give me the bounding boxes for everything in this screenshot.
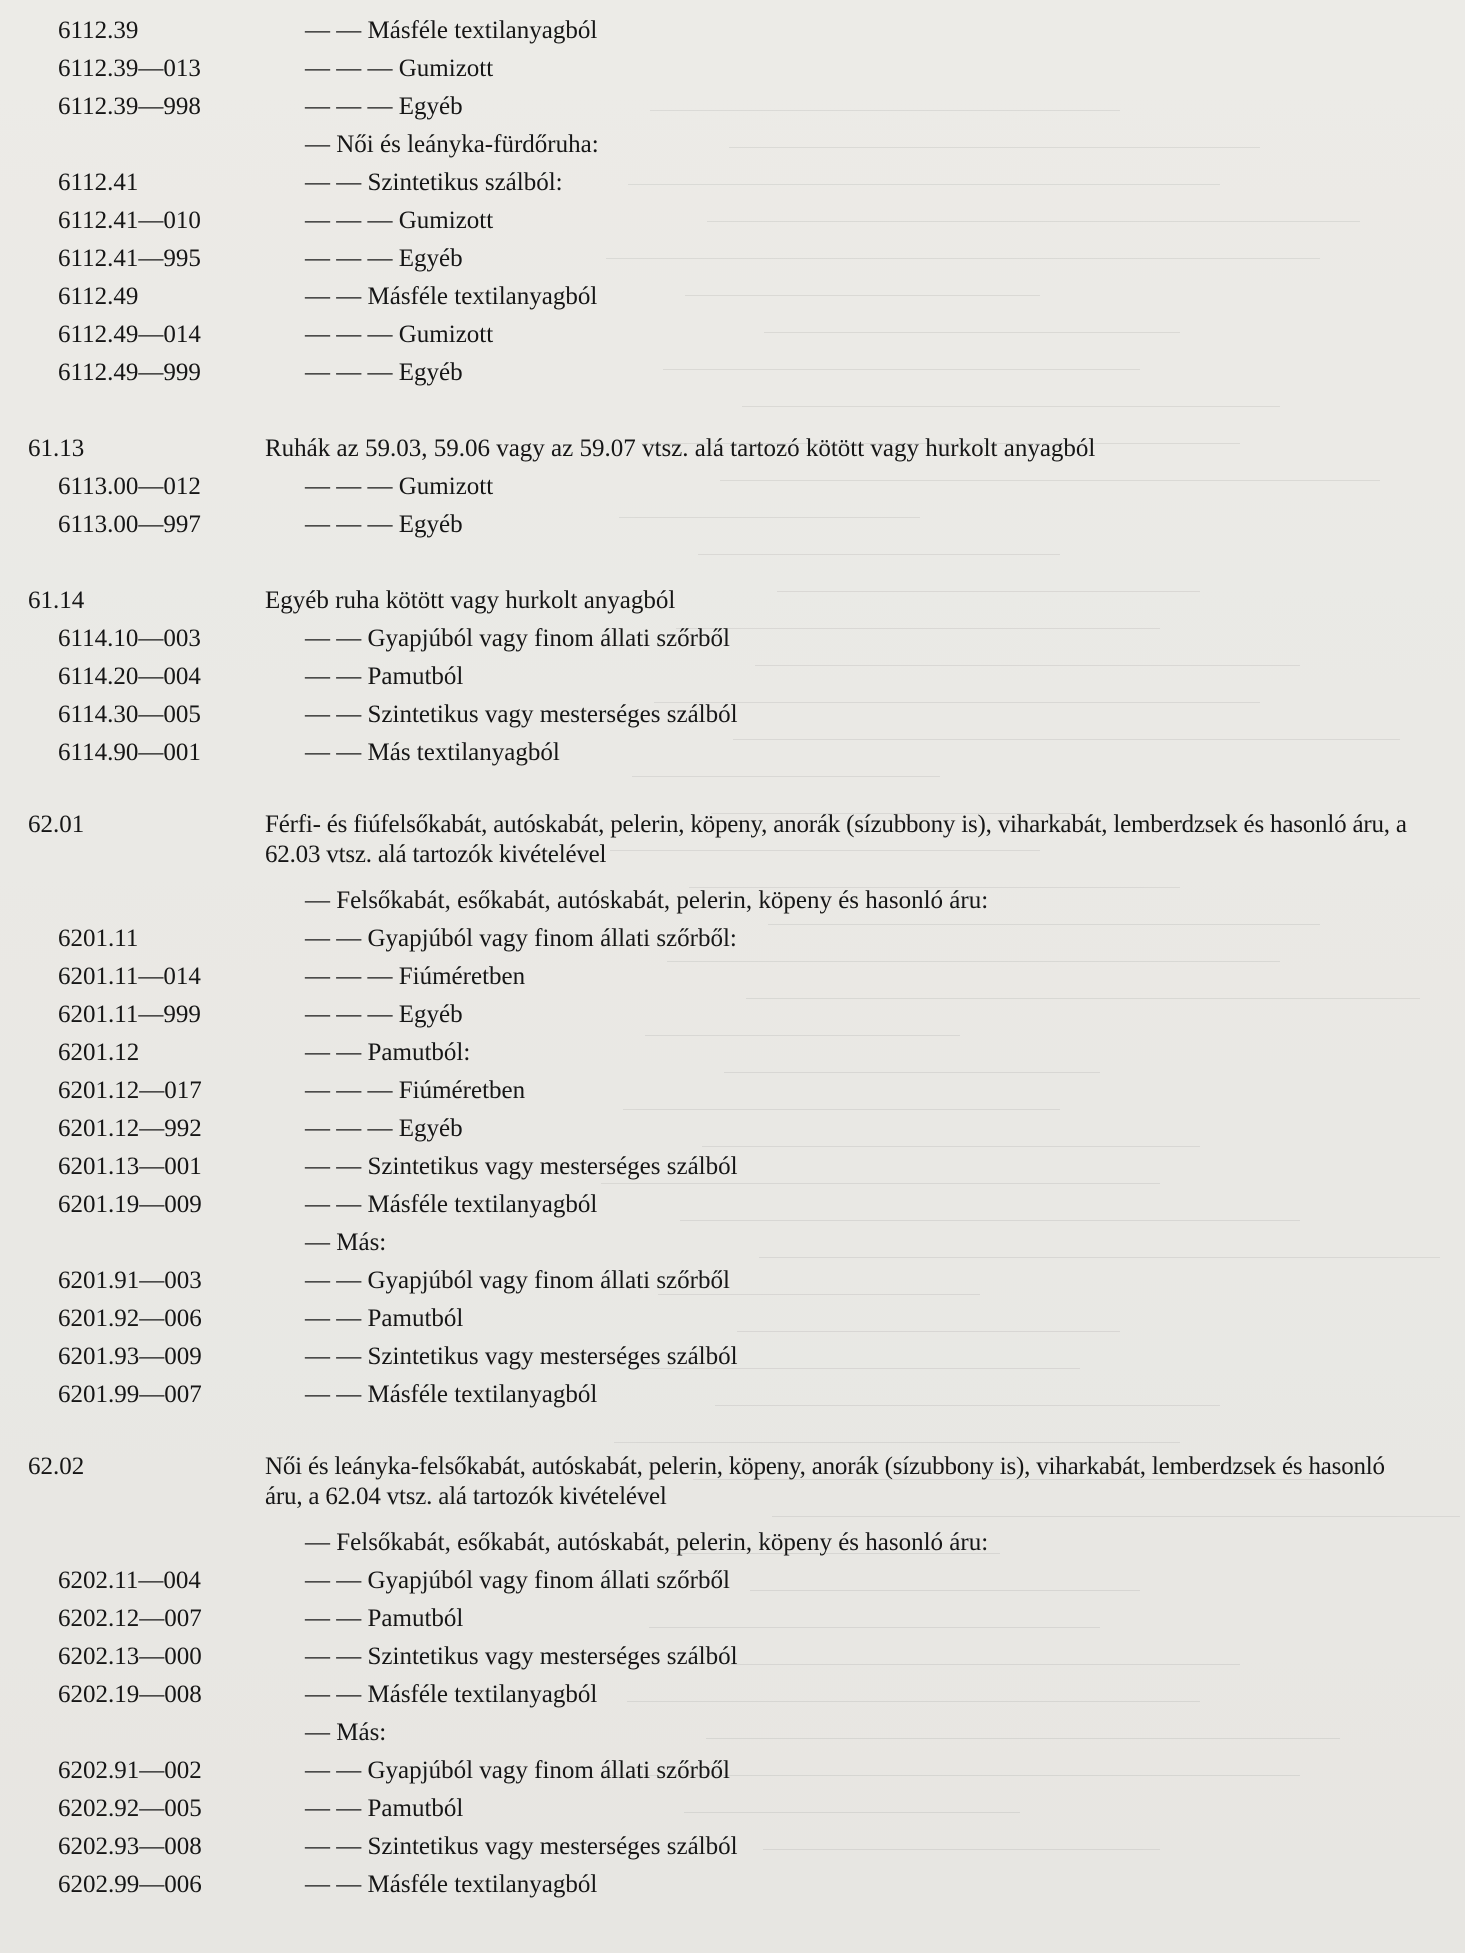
tariff-description: — — Szintetikus vagy mesterséges szálból [305,1343,738,1370]
bleed-through-line [619,517,920,518]
tariff-code: 6201.13—001 [58,1153,202,1180]
tariff-description: — — Gyapjúból vagy finom állati szőrből [305,1757,730,1784]
tariff-code: 62.01 [28,811,85,838]
tariff-description: — — — Egyéb [305,1115,463,1142]
bleed-through-line [755,665,1300,666]
bleed-through-line [750,1590,1140,1591]
tariff-description: — Felsőkabát, esőkabát, autóskabát, pelerin, köpeny és hasonló áru: [305,1529,989,1556]
tariff-description: — Női és leányka-fürdőruha: [305,131,599,158]
bleed-through-line [606,258,1320,259]
bleed-through-line [728,1664,1240,1665]
bleed-through-line [601,1183,1160,1184]
bleed-through-line [777,591,1200,592]
tariff-description: — — Gyapjúból vagy finom állati szőrből [305,1267,730,1294]
tariff-code: 6201.91—003 [58,1267,202,1294]
tariff-code: 6202.99—006 [58,1871,202,1898]
tariff-description: Férfi- és fiúfelsőkabát, autóskabát, pelerin, köpeny, anorák (sízubbony is), viharkabát, lemberdzsek és hasonló áru, a 62.03 vtsz. alá tartozók kivételével [265,811,1407,868]
bleed-through-line [763,1849,1160,1850]
tariff-code: 61.14 [28,587,85,614]
tariff-description: — — — Egyéb [305,1001,463,1028]
tariff-description: Női és leányka-felsőkabát, autóskabát, pelerin, köpeny, anorák (sízubbony is), viharkabát, lemberdzsek és hasonló áru, a 62.04 vtsz. alá tartozók kivételével [265,1453,1385,1510]
tariff-code: 6201.12—017 [58,1077,202,1104]
tariff-description: — — Másféle textilanyagból [305,1871,598,1898]
tariff-description: Ruhák az 59.03, 59.06 vagy az 59.07 vtsz. alá tartozó kötött vagy hurkolt anyagból [265,435,1096,462]
bleed-through-line [667,961,1280,962]
bleed-through-line [746,998,1420,999]
tariff-description: — — — Gumizott [305,321,494,348]
tariff-code: 6114.90—001 [58,739,201,766]
tariff-description: — — Más textilanyagból [305,739,560,766]
tariff-description: — — Szintetikus vagy mesterséges szálból [305,1643,738,1670]
bleed-through-line [663,369,1140,370]
tariff-code: 6201.11 [58,925,139,952]
tariff-description: — — Másféle textilanyagból [305,283,598,310]
tariff-code: 6114.10—003 [58,625,201,652]
tariff-code: 6112.49—014 [58,321,201,348]
tariff-code: 6112.41—010 [58,207,201,234]
tariff-code: 6114.20—004 [58,663,201,690]
tariff-code: 6112.41 [58,169,139,196]
tariff-description: — — Gyapjúból vagy finom állati szőrből: [305,925,737,952]
tariff-code: 6202.92—005 [58,1795,202,1822]
tariff-description: — — Másféle textilanyagból [305,17,598,44]
tariff-code: 6201.99—007 [58,1381,202,1408]
tariff-code: 6112.49 [58,283,139,310]
bleed-through-line [729,147,1260,148]
tariff-description: — — Másféle textilanyagból [305,1381,598,1408]
tariff-code: 6114.30—005 [58,701,201,728]
tariff-code: 6201.12 [58,1039,140,1066]
tariff-code: 6112.41—995 [58,245,201,272]
bleed-through-line [684,1812,1020,1813]
tariff-description: — — — Egyéb [305,93,463,120]
bleed-through-line [645,1035,960,1036]
tariff-description: — — Pamutból [305,1795,464,1822]
bleed-through-line [654,702,1260,703]
bleed-through-line [759,1257,1440,1258]
bleed-through-line [627,1701,1200,1702]
tariff-code: 6202.12—007 [58,1605,202,1632]
tariff-code: 6202.91—002 [58,1757,202,1784]
bleed-through-line [720,480,1380,481]
bleed-through-line [628,184,1220,185]
bleed-through-line [706,1738,1340,1739]
bleed-through-line [737,1331,1120,1332]
bleed-through-line [764,332,1180,333]
tariff-description: — Felsőkabát, esőkabát, autóskabát, pelerin, köpeny és hasonló áru: [305,887,989,914]
bleed-through-line [614,1442,1180,1443]
tariff-code: 6202.19—008 [58,1681,202,1708]
bleed-through-line [650,110,1120,111]
bleed-through-line [680,1220,1300,1221]
tariff-description: — — Szintetikus vagy mesterséges szálból [305,1153,738,1180]
tariff-description: — — — Fiúméretben [305,963,526,990]
tariff-code: 6201.11—999 [58,1001,201,1028]
tariff-description: — — Szintetikus szálból: [305,169,563,196]
bleed-through-line [772,1516,1460,1517]
tariff-description: — — — Egyéb [305,511,463,538]
tariff-code: 6201.93—009 [58,1343,202,1370]
tariff-description: — — Pamutból [305,663,464,690]
tariff-description: — Más: [305,1719,387,1746]
tariff-code: 6112.39—998 [58,93,201,120]
tariff-code: 6113.00—012 [58,473,201,500]
tariff-description: — — — Gumizott [305,207,494,234]
tariff-description: — — Másféle textilanyagból [305,1191,598,1218]
bleed-through-line [685,295,1040,296]
tariff-description: Egyéb ruha kötött vagy hurkolt anyagból [265,587,676,614]
tariff-description: — — — Egyéb [305,359,463,386]
tariff-description: — — Másféle textilanyagból [305,1681,598,1708]
bleed-through-line [724,1072,1100,1073]
tariff-code: 6202.93—008 [58,1833,202,1860]
bleed-through-line [742,406,1280,407]
bleed-through-line [715,1405,1220,1406]
bleed-through-line [707,221,1360,222]
tariff-description: — — — Fiúméretben [305,1077,526,1104]
tariff-code: 6202.11—004 [58,1567,201,1594]
bleed-through-line [702,1146,1200,1147]
tariff-code: 6201.92—006 [58,1305,202,1332]
tariff-description: — — — Egyéb [305,245,463,272]
bleed-through-line [623,1109,1060,1110]
tariff-code: 6112.39 [58,17,139,44]
tariff-description: — — Gyapjúból vagy finom állati szőrből [305,1567,730,1594]
tariff-description: — — Pamutból [305,1605,464,1632]
tariff-code: 6201.11—014 [58,963,201,990]
bleed-through-line [632,776,940,777]
tariff-code: 6112.49—999 [58,359,201,386]
tariff-description: — — Gyapjúból vagy finom állati szőrből [305,625,730,652]
tariff-code: 62.02 [28,1453,85,1480]
tariff-description: — — Pamutból [305,1305,464,1332]
tariff-description: — Más: [305,1229,387,1256]
tariff-code: 6201.19—009 [58,1191,202,1218]
tariff-code: 6113.00—997 [58,511,201,538]
tariff-code: 61.13 [28,435,85,462]
tariff-description: — — — Gumizott [305,473,494,500]
bleed-through-line [768,924,1320,925]
tariff-code: 6202.13—000 [58,1643,202,1670]
tariff-description: — — Szintetikus vagy mesterséges szálból [305,701,738,728]
tariff-code: 6112.39—013 [58,55,201,82]
tariff-description: — — Pamutból: [305,1039,471,1066]
tariff-description: — — Szintetikus vagy mesterséges szálból [305,1833,738,1860]
bleed-through-line [733,739,1400,740]
tariff-description: — — — Gumizott [305,55,494,82]
tariff-code: 6201.12—992 [58,1115,202,1142]
bleed-through-line [676,628,1160,629]
bleed-through-line [698,554,1060,555]
bleed-through-line [649,1627,1100,1628]
